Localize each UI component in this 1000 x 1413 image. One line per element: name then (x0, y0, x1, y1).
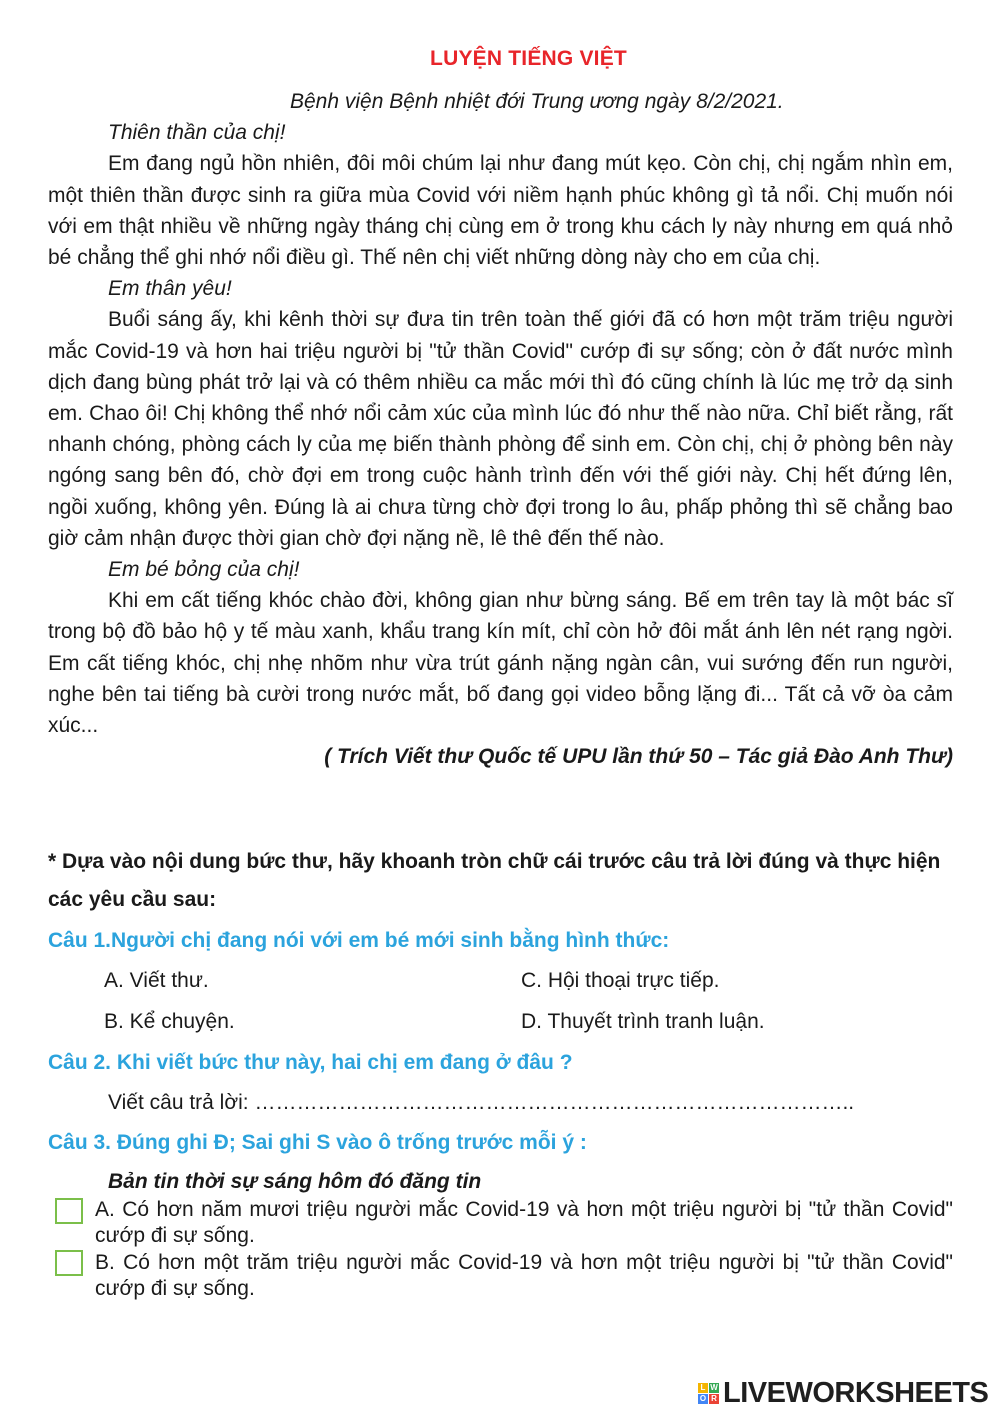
letter-paragraph: Buổi sáng ấy, khi kênh thời sự đưa tin trên toàn thế giới đã có hơn một trăm triệu người mắc Covid-19 và hơn hai triệu người bị "tử thần Covid" cướp đi sự sống; còn ở đất nước mình dịch đang bùng phát trở lại và có thêm nhiều ca mắc mới thì đó cũng chính là lúc mẹ trở dạ sinh em. Chao ôi! Chị không thể nhớ nổi cảm xúc của mình lúc đó như thế nào nữa. Chỉ biết rằng, rất nhanh chóng, phòng cách ly của mẹ biến thành phòng để sinh em. Còn chị, chị ở phòng bên này ngóng sang bên đó, chờ đợi em trong cuộc hành trình đến với thế giới này. Chị hết đứng lên, ngồi xuống, không yên. Đúng là ai chưa từng chờ đợi trong lo âu, phấp phỏng thì sẽ chẳng bao giờ cảm nhận được thời gian chờ đợi nặng nề, lê thê đến thế nào. (48, 308, 953, 550)
letter-salutation: Em bé bỏng của chị! (108, 558, 300, 582)
liveworksheets-logo-icon: L W O R (699, 1382, 718, 1403)
letter-paragraph: Khi em cất tiếng khóc chào đời, không gian như bừng sáng. Bế em trên tay là một bác sĩ trong bộ đồ bảo hộ y tế màu xanh, khẩu trang kín mít, chỉ còn hở đôi mắt ánh lên nét rạng ngời. Em cất tiếng khóc, chị nhẹ nhõm như vừa trút gánh nặng ngàn cân, vui sướng đến run người, nghe bên tai tiếng bà cười trong nước mắt, bố đang gọi video bỗng lặng đi... Tất cả vỡ òa cảm xúc... (48, 589, 953, 738)
q3-checkbox-a[interactable] (55, 1198, 83, 1224)
letter-source: ( Trích Viết thư Quốc tế UPU lần thứ 50 – Tác giả Đào Anh Thư) (324, 745, 953, 769)
q3-statement-a: A. Có hơn năm mươi triệu người mắc Covid-19 và hơn một triệu người bị "tử thần Covid" cướp đi sự sống. (95, 1198, 953, 1247)
question-2: Câu 2. Khi viết bức thư này, hai chị em đang ở đâu ? (48, 1051, 573, 1074)
letter-paragraph: Em đang ngủ hồn nhiên, đôi môi chúm lại như đang mút kẹo. Còn chị, chị ngắm nhìn em, một thiên thần được sinh ra giữa mùa Covid với niềm hạnh phúc không gì tả nổi. Chị muốn nói với em thật nhiều về những ngày tháng chị cùng em ở trong khu cách ly này nhưng em quá nhỏ bé chẳng thể ghi nhớ nổi điều gì. Thế nên chị viết những dòng này cho em của chị. (48, 152, 953, 270)
page-title: LUYỆN TIẾNG VIỆT (430, 47, 627, 70)
q3-statement-b: B. Có hơn một trăm triệu người mắc Covid-19 và hơn một triệu người bị "tử thần Covid" cướp đi sự sống. (95, 1251, 953, 1300)
letter-body (48, 86, 953, 772)
letter-dateline: Bệnh viện Bệnh nhiệt đới Trung ương ngày 8/2/2021. (290, 90, 784, 113)
question-3: Câu 3. Đúng ghi Đ; Sai ghi S vào ô trống trước mỗi ý : (48, 1131, 587, 1154)
q3-checkbox-b[interactable] (55, 1250, 83, 1276)
q2-answer-field[interactable]: Viết câu trả lời: ………………………………………………………………………….. (108, 1091, 855, 1114)
q1-option-c[interactable]: C. Hội thoại trực tiếp. (521, 969, 720, 992)
q3-subheading: Bản tin thời sự sáng hôm đó đăng tin (108, 1170, 482, 1193)
letter-salutation: Em thân yêu! (108, 277, 232, 301)
q1-option-d[interactable]: D. Thuyết trình tranh luận. (521, 1010, 765, 1033)
instruction-text: * Dựa vào nội dung bức thư, hãy khoanh tròn chữ cái trước câu trả lời đúng và thực hiện các yêu cầu sau: (48, 850, 941, 911)
q1-option-b[interactable]: B. Kể chuyện. (104, 1010, 235, 1033)
liveworksheets-logo (698, 1378, 988, 1408)
letter-salutation: Thiên thần của chị! (108, 121, 286, 145)
question-1: Câu 1.Người chị đang nói với em bé mới sinh bằng hình thức: (48, 929, 670, 952)
q1-option-a[interactable]: A. Viết thư. (104, 969, 209, 992)
liveworksheets-brand: LIVEWORKSHEETS (723, 1376, 989, 1409)
